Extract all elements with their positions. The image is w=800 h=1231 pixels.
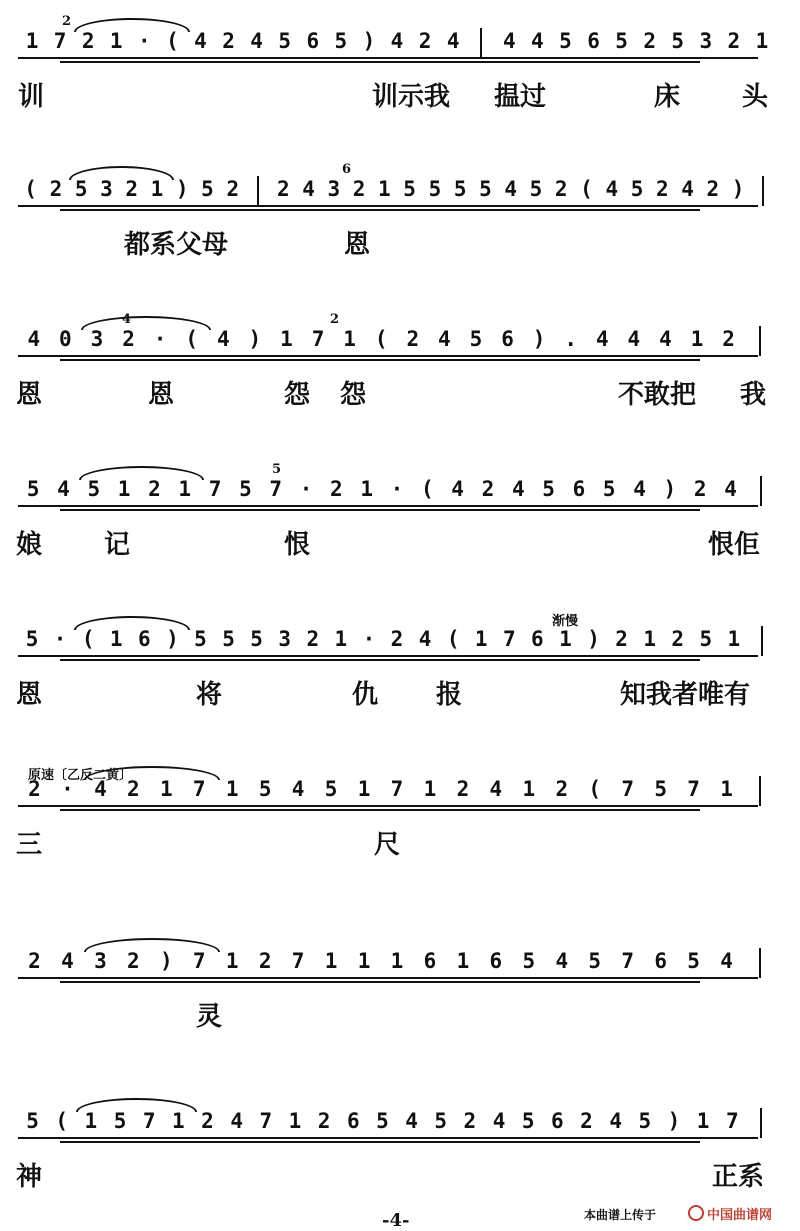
note: 5 bbox=[630, 177, 644, 201]
note: 5 bbox=[559, 29, 572, 53]
note: 6 bbox=[551, 1109, 564, 1133]
note: 4 bbox=[291, 777, 305, 801]
note: 1 bbox=[324, 949, 338, 973]
note: 3 bbox=[699, 29, 713, 53]
note: 1 bbox=[334, 627, 348, 651]
note: ( bbox=[420, 477, 434, 501]
lyric: 神 bbox=[16, 1162, 43, 1192]
note: 1 bbox=[474, 627, 488, 651]
note: 5 bbox=[334, 29, 348, 53]
lyric-line bbox=[0, 378, 800, 414]
note: ( bbox=[374, 327, 388, 351]
note: 2 bbox=[28, 949, 41, 973]
note: 4 bbox=[504, 177, 518, 201]
note: 1 bbox=[225, 949, 239, 973]
note: 7 bbox=[259, 1109, 273, 1133]
lyric: 头 bbox=[742, 82, 769, 112]
barline bbox=[759, 326, 761, 356]
note: 4 bbox=[446, 29, 460, 53]
note: ) bbox=[587, 627, 600, 651]
beam-line bbox=[60, 981, 700, 983]
note: 7 bbox=[311, 327, 325, 351]
note: 7 bbox=[687, 777, 700, 801]
note: 1 bbox=[150, 177, 164, 201]
lyric: 恩 bbox=[16, 380, 43, 410]
note: 3 bbox=[94, 949, 107, 973]
note: 4 bbox=[94, 777, 107, 801]
note: 4 bbox=[720, 949, 733, 973]
barline bbox=[760, 476, 762, 506]
slur bbox=[74, 18, 190, 32]
note: 1 bbox=[159, 777, 173, 801]
notation-line bbox=[0, 458, 800, 506]
beam-line bbox=[60, 209, 700, 211]
note: 4 bbox=[502, 29, 516, 53]
note: 5 bbox=[529, 177, 543, 201]
note: 2 bbox=[406, 327, 420, 351]
note: · bbox=[53, 627, 67, 651]
note: 2 bbox=[352, 177, 366, 201]
note: 5 bbox=[453, 177, 467, 201]
beam-line bbox=[18, 1137, 758, 1139]
notation-line bbox=[0, 930, 800, 978]
note: 4 bbox=[418, 627, 432, 651]
note: 5 bbox=[403, 177, 416, 201]
note: · bbox=[61, 777, 74, 801]
upload-credit: 本曲谱上传于 bbox=[584, 1208, 657, 1222]
lyric: 恩 bbox=[148, 380, 175, 410]
note: 2 bbox=[580, 1109, 593, 1133]
note: 5 bbox=[278, 29, 292, 53]
note: 1 bbox=[117, 477, 131, 501]
note: 2 bbox=[226, 177, 240, 201]
note: 5 bbox=[201, 177, 214, 201]
note: 5 bbox=[434, 1109, 448, 1133]
site-logo-icon bbox=[688, 1205, 704, 1221]
note: 3 bbox=[278, 627, 292, 651]
ornament-mark: 6 bbox=[342, 162, 352, 177]
note: 2 bbox=[127, 777, 140, 801]
note: 4 bbox=[230, 1109, 243, 1133]
note: 2 bbox=[201, 1109, 214, 1133]
score-system bbox=[0, 158, 800, 293]
lyric: 知我者唯有 bbox=[620, 680, 751, 710]
note: 1 bbox=[720, 777, 733, 801]
slur bbox=[81, 316, 211, 330]
note: 4 bbox=[250, 29, 263, 53]
page-number: -4- bbox=[382, 1210, 410, 1231]
note: 1 bbox=[172, 1109, 185, 1133]
note: 2 bbox=[276, 177, 290, 201]
beam-line bbox=[60, 61, 700, 63]
note: 1 bbox=[696, 1109, 710, 1133]
slur bbox=[79, 466, 204, 480]
slur bbox=[76, 1098, 197, 1112]
note: 7 bbox=[291, 949, 305, 973]
tempo-mark: 原速〔乙反二黄〕 bbox=[28, 768, 133, 783]
note: 5 bbox=[324, 777, 338, 801]
notation-line bbox=[0, 1090, 800, 1138]
note: 4 bbox=[27, 327, 41, 351]
note: 4 bbox=[627, 327, 641, 351]
note: 5 bbox=[588, 949, 602, 973]
score-system bbox=[0, 1090, 800, 1225]
note: 3 bbox=[327, 177, 341, 201]
note: 3 bbox=[90, 327, 104, 351]
note: ) bbox=[248, 327, 262, 351]
note: 1 bbox=[456, 949, 470, 973]
note: 5 bbox=[469, 327, 483, 351]
note: ) bbox=[175, 177, 189, 201]
note: 5 bbox=[638, 1109, 652, 1133]
note: 1 bbox=[360, 477, 373, 501]
note: 5 bbox=[250, 627, 263, 651]
barline bbox=[762, 176, 764, 206]
note: 4 bbox=[216, 327, 230, 351]
note: 5 bbox=[699, 627, 713, 651]
note: 5 bbox=[521, 1109, 535, 1133]
note: 6 bbox=[306, 29, 320, 53]
note: 2 bbox=[722, 327, 735, 351]
note: ( bbox=[588, 777, 602, 801]
note: 4 bbox=[390, 29, 404, 53]
lyric-line bbox=[0, 228, 800, 264]
note: 4 bbox=[633, 477, 646, 501]
note: 1 bbox=[343, 327, 356, 351]
lyric: 怨 bbox=[284, 380, 311, 410]
beam-line bbox=[60, 659, 700, 661]
note: 2 bbox=[317, 1109, 331, 1133]
ornament-mark: 2 bbox=[62, 14, 72, 29]
lyric: 不敢把 bbox=[618, 380, 697, 410]
note: 4 bbox=[531, 29, 544, 53]
note: 4 bbox=[724, 477, 737, 501]
note: 4 bbox=[405, 1109, 418, 1133]
slur bbox=[69, 166, 174, 180]
score-system bbox=[0, 608, 800, 743]
note: 2 bbox=[693, 477, 707, 501]
note: 6 bbox=[346, 1109, 360, 1133]
note: ( bbox=[185, 327, 199, 351]
note: 7 bbox=[725, 1109, 739, 1133]
note: 5 bbox=[671, 29, 685, 53]
note: 2 bbox=[555, 777, 569, 801]
note: 1 bbox=[390, 949, 404, 973]
notation-line bbox=[0, 10, 800, 58]
site-logo-text: 中国曲谱网 bbox=[707, 1207, 773, 1222]
note: 7 bbox=[621, 777, 635, 801]
note: 1 bbox=[423, 777, 437, 801]
note: 5 bbox=[479, 177, 492, 201]
note: 2 bbox=[148, 477, 161, 501]
note: ( bbox=[166, 29, 179, 53]
lyric-line bbox=[0, 528, 800, 564]
lyric: 都系父母 bbox=[124, 230, 229, 260]
note: 5 bbox=[542, 477, 555, 501]
note: 2 bbox=[330, 477, 343, 501]
note: 2 bbox=[655, 177, 669, 201]
note: 4 bbox=[194, 29, 207, 53]
note: 5 bbox=[25, 627, 39, 651]
lyric: 记 bbox=[104, 530, 131, 560]
lyric: 将 bbox=[196, 680, 223, 710]
note: 1 bbox=[84, 1109, 98, 1133]
site-logo[interactable] bbox=[688, 1204, 772, 1223]
note: 2 bbox=[671, 627, 685, 651]
note: 7 bbox=[208, 477, 222, 501]
note: · bbox=[138, 29, 151, 53]
beam-line bbox=[18, 977, 758, 979]
lyric: 揾过 bbox=[494, 82, 547, 112]
note: 6 bbox=[572, 477, 586, 501]
beam-line bbox=[18, 655, 758, 657]
note: 6 bbox=[501, 327, 514, 351]
note: 4 bbox=[681, 177, 694, 201]
lyric: 训 bbox=[18, 82, 45, 112]
note: · bbox=[299, 477, 313, 501]
note: 4 bbox=[609, 1109, 622, 1133]
lyric: 恨佢 bbox=[708, 530, 761, 560]
beam-line bbox=[60, 809, 700, 811]
lyric-line bbox=[0, 80, 800, 116]
note: 4 bbox=[511, 477, 525, 501]
note: 5 bbox=[222, 627, 235, 651]
beam-line bbox=[18, 57, 758, 59]
note: 2 bbox=[306, 627, 320, 651]
note: 1 bbox=[109, 627, 123, 651]
barline bbox=[761, 626, 763, 656]
note: 1 bbox=[522, 777, 536, 801]
lyric: 恨 bbox=[284, 530, 311, 560]
beam-line bbox=[60, 509, 700, 511]
note: 6 bbox=[587, 29, 600, 53]
beam-line bbox=[60, 1141, 700, 1143]
score-system bbox=[0, 308, 800, 443]
note: 1 bbox=[378, 177, 391, 201]
note: 2 bbox=[28, 777, 41, 801]
note: ) bbox=[731, 177, 745, 201]
note: 7 bbox=[192, 949, 206, 973]
lyric: 报 bbox=[436, 680, 463, 710]
note: . bbox=[564, 327, 578, 351]
note: 7 bbox=[502, 627, 516, 651]
ornament-mark: 5 bbox=[272, 462, 282, 477]
note: 4 bbox=[61, 949, 74, 973]
note: 7 bbox=[192, 777, 206, 801]
note: 4 bbox=[595, 327, 609, 351]
lyric: 娘 bbox=[16, 530, 43, 560]
lyric-line bbox=[0, 678, 800, 714]
note: 5 bbox=[239, 477, 252, 501]
note: 5 bbox=[602, 477, 616, 501]
note: 4 bbox=[492, 1109, 506, 1133]
lyric: 恩 bbox=[16, 680, 43, 710]
note: 2 bbox=[81, 29, 95, 53]
lyric-line bbox=[0, 1160, 800, 1196]
note: 1 bbox=[288, 1109, 302, 1133]
notation-line bbox=[0, 608, 800, 656]
slur bbox=[74, 616, 190, 630]
note: 5 bbox=[654, 777, 667, 801]
note: 7 bbox=[390, 777, 404, 801]
note: 1 bbox=[109, 29, 123, 53]
beam-line bbox=[18, 805, 758, 807]
note: 6 bbox=[531, 627, 544, 651]
lyric: 仇 bbox=[352, 680, 379, 710]
note: 6 bbox=[138, 627, 151, 651]
note: 5 bbox=[428, 177, 442, 201]
note: 4 bbox=[605, 177, 619, 201]
note: 1 bbox=[727, 627, 741, 651]
lyric: 怨 bbox=[340, 380, 367, 410]
note: 1 bbox=[559, 627, 572, 651]
note: 2 bbox=[481, 477, 495, 501]
note: 7 bbox=[269, 477, 283, 501]
beam-line bbox=[18, 505, 758, 507]
barline bbox=[759, 948, 761, 978]
note: 2 bbox=[615, 627, 628, 651]
beam-line bbox=[60, 359, 700, 361]
note: 5 bbox=[113, 1109, 127, 1133]
note: 1 bbox=[280, 327, 293, 351]
note: ) bbox=[667, 1109, 681, 1133]
note: 5 bbox=[615, 29, 628, 53]
note: 1 bbox=[357, 777, 371, 801]
note: 2 bbox=[463, 1109, 477, 1133]
lyric: 灵 bbox=[196, 1002, 223, 1032]
note: ) bbox=[532, 327, 546, 351]
note: ( bbox=[580, 177, 593, 201]
note: 1 bbox=[755, 29, 769, 53]
note: 7 bbox=[621, 949, 635, 973]
note: 6 bbox=[423, 949, 437, 973]
score-system bbox=[0, 458, 800, 593]
note: 2 bbox=[122, 327, 135, 351]
barline bbox=[480, 28, 482, 58]
note: ) bbox=[663, 477, 677, 501]
note: 4 bbox=[555, 949, 569, 973]
note: 2 bbox=[390, 627, 404, 651]
lyric-line bbox=[0, 828, 800, 864]
note: 2 bbox=[643, 29, 656, 53]
score-system bbox=[0, 930, 800, 1065]
note: ) bbox=[362, 29, 376, 53]
note: ( bbox=[446, 627, 460, 651]
barline bbox=[760, 1108, 762, 1138]
lyric: 训示我 bbox=[372, 82, 451, 112]
note: 5 bbox=[26, 477, 40, 501]
note: 5 bbox=[258, 777, 272, 801]
notation-line bbox=[0, 158, 800, 206]
lyric: 床 bbox=[654, 82, 681, 112]
note: 4 bbox=[451, 477, 464, 501]
ornament-mark: 2 bbox=[330, 312, 340, 327]
notation-line bbox=[0, 308, 800, 356]
note: 2 bbox=[706, 177, 720, 201]
lyric-line bbox=[0, 1000, 800, 1036]
note: ) bbox=[159, 949, 173, 973]
note: 1 bbox=[690, 327, 704, 351]
lyric: 正系 bbox=[712, 1162, 765, 1192]
note: 5 bbox=[687, 949, 700, 973]
note: 4 bbox=[659, 327, 672, 351]
note: 6 bbox=[489, 949, 503, 973]
note: 1 bbox=[225, 777, 239, 801]
note: 1 bbox=[643, 627, 656, 651]
note: 6 bbox=[654, 949, 667, 973]
note: ( bbox=[55, 1109, 69, 1133]
lyric: 三 bbox=[16, 830, 43, 860]
score-system bbox=[0, 758, 800, 893]
tempo-mark: 渐慢 bbox=[552, 614, 579, 629]
note: ( bbox=[24, 177, 37, 201]
note: 5 bbox=[376, 1109, 389, 1133]
note: · bbox=[390, 477, 404, 501]
note: 5 bbox=[74, 177, 88, 201]
note: 4 bbox=[302, 177, 315, 201]
note: 7 bbox=[53, 29, 67, 53]
lyric: 恩 bbox=[344, 230, 371, 260]
note: 4 bbox=[57, 477, 70, 501]
note: 2 bbox=[418, 29, 432, 53]
note: 2 bbox=[49, 177, 63, 201]
beam-line bbox=[18, 355, 758, 357]
note: 1 bbox=[178, 477, 192, 501]
ornament-mark: 4 bbox=[122, 312, 132, 327]
barline bbox=[257, 176, 259, 206]
note: 2 bbox=[127, 949, 140, 973]
note: · bbox=[153, 327, 167, 351]
note: 2 bbox=[727, 29, 741, 53]
note: 3 bbox=[100, 177, 113, 201]
slur bbox=[84, 938, 220, 952]
score-system bbox=[0, 10, 800, 145]
note: 5 bbox=[194, 627, 207, 651]
note: 4 bbox=[489, 777, 503, 801]
note: 5 bbox=[522, 949, 536, 973]
note: 2 bbox=[222, 29, 235, 53]
note: 5 bbox=[87, 477, 101, 501]
lyric: 我 bbox=[740, 380, 767, 410]
note: 7 bbox=[142, 1109, 156, 1133]
note: ) bbox=[166, 627, 179, 651]
note: ( bbox=[81, 627, 95, 651]
barline bbox=[759, 776, 761, 806]
beam-line bbox=[18, 205, 758, 207]
note: 2 bbox=[258, 949, 272, 973]
note: 2 bbox=[554, 177, 568, 201]
note: · bbox=[362, 627, 376, 651]
note: 0 bbox=[59, 327, 72, 351]
note: 1 bbox=[357, 949, 371, 973]
note: 1 bbox=[25, 29, 39, 53]
note: 2 bbox=[125, 177, 139, 201]
note: 2 bbox=[456, 777, 470, 801]
note: 4 bbox=[438, 327, 451, 351]
lyric: 尺 bbox=[374, 830, 401, 860]
note: 5 bbox=[26, 1109, 39, 1133]
